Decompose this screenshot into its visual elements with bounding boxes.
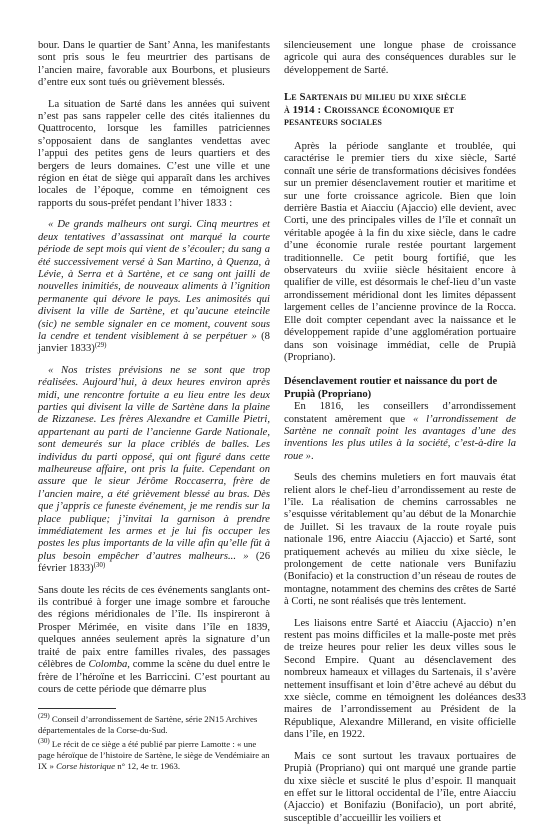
paragraph-text: , comme la scène du duel entre le frère de l’héroïne et les Barriccini. C’est pourtant au cours de cette période que démarre plus [38,659,270,695]
section-title-line: Le Sartenais du milieu du xixe siècle [284,91,467,104]
left-column [38,40,270,774]
paragraph: silencieusement une longue phase de croissance agricole qui aura des conséquences durables sur le développement de Sarté. [284,40,516,76]
subsection-title-line: Désenclavement routier et naissance du port de [284,376,498,388]
paragraph [38,585,270,697]
quote [38,365,270,576]
footnote-divider [38,708,116,709]
footnote [38,714,270,736]
paragraph: Mais ce sont surtout les travaux portuaires de Prupià (Propriano) qui ont marqué une grande partie du xixe siècle et suscité le plus d’espoir. Il manquait en effet sur le littoral occidental de l’île, entre Aiacciu (Ajaccio) et Bonifaziu (Bonifacio), un port abrité, susceptible d’accueillir les voiliers et [284,750,516,824]
paragraph: bour. Dans le quartier de Sant’ Anna, les manifestants sont pris sous le feu meurtrier des partisans de l’ancien maire, favorable aux Bourbons, et plusieurs d’entre eux sont tués ou grièvement blessés. [38,40,270,89]
footnote-marker: (30) [93,561,106,570]
paragraph-text: Sans doute les récits de ces événements sanglants ont-ils contribué à forger une image sombre et farouche des régions méridionales de l’île. Ils inspireront à Prosper Mérimée, en visite dans l’île en 1839, quelques années seulement après la signature d’un traité de paix entre familles rivales, des passages célèbres de [38,584,270,671]
quote-date: (26 février 1833) [38,550,270,575]
page-number: 33 [515,692,526,703]
paragraph: Après la période sanglante et troublée, qui caractérise le premier tiers du xixe siècle, Sarté connaît une série de transformations décisives fondées sur un premier désenclavement routier et maritime et sur une forte croissance agricole. Bien que loin derrière Bastia et Aiacciu (Ajaccio) elle devient, avec Corti, une des principales villes de l’île et connaît un véritable apogée à la fin du xixe siècle, dans le cadre d’une économie rurale restée pourtant largement traditionnelle. Ce petit bourg fortifié, que les observateurs du xviiie siècle hésitaient encore à qualifier de ville, est désormais le chef-lieu d’un vaste arrondissement méridional dont les limites dépassent largement celles de l’ancienne province de la Rocca. Elle doit compter cependant avec la naissance et le développement rapide d’une agglomération portuaire dans son voisinage immédiat, celle de Prupià (Propriano). [284,141,516,363]
book-title: Colomba [88,659,128,671]
paragraph: Seuls des chemins muletiers en fort mauvais état relient alors le chef-lieu d’arrondissement au reste de l’île. La réalisation de chemins carrossables ne s’esquisse véritablement qu’au début de la Monarchie de Juillet. Si les travaux de la route royale puis nationale 196, entre Aiacciu (Ajaccio) et Sarté, sont pratiquement achevés au milieu du xixe siècle, le prolongement de cette nationale vers Bunifaziu (Bonifacio) et la construction d’un réseau de routes de montagne, notamment des chemins des crêtes de Sarté à Corti, ne sont réalisés que très lentement. [284,472,516,608]
quote-text: « Nos tristes prévisions ne se sont que trop réalisées. Aujourd’hui, à deux heures environ après midi, une rencontre fortuite a eu lieu entre les deux parties qui divisent la ville de Sartène dans la plaine de Rizzanese. Les frères Alexandre et Camille Pietri, appartenant au parti de l’ancienne Garde Nationale, sont demeurés sur la place criblés de balles. Les individus du parti opposé, qui ont figuré dans cette malheureuse affaire, ont pris la fuite. Cependant on assure que le sieur Jérôme Roccaserra, frère de l’ancien maire, a été grièvement blessé au bras. Dès que j’appris ce funeste événement, je me rendis sur la place publique; j’invitai la garnison à prendre immédiatement les armes et je lui fis occuper les postes les plus importants de la ville afin qu’elle fût à plus besoin empêcher d’autres malheurs... » [38,364,270,562]
section-title-line: pesanteurs sociales [284,116,382,129]
paragraph-text: En 1816, les conseillers d’arrondissement constatent amèrement que [284,401,516,425]
footnote-marker: (30) [38,736,50,745]
paragraph [284,401,516,463]
section-title-line: à 1914 : Croissance économique et [284,103,455,116]
paragraph-text: . [310,450,314,462]
quote-date: (8 janvier 1833) [38,330,270,355]
quote-text: « l’arrondissement de Sartène ne connaît point les avantages d’une des inventions les plus utiles à la société, c’est-à-dire la roue » [284,413,517,462]
footnote-marker: (29) [38,712,50,721]
subsection-title-line: Prupià (Propriano) [284,388,372,400]
paragraph: Les liaisons entre Sarté et Aiacciu (Ajaccio) n’en restent pas moins difficiles et la malle-poste met près de treize heures pour relier les deux villes sous le Second Empire. Quant au désenclavement des nombreux hameaux et villages du Sartenais, il s’avère nettement insuffisant et loin d’être achevé au début du xxe siècle, comme en témoignent les doléances des maires de l’arrondissement au Président de la République, Alexandre Millerand, en visite officielle dans l’île, en 1922. [284,617,516,741]
footnote [38,736,270,771]
right-column [284,40,516,825]
section-title [284,91,516,129]
footnote-text: Conseil d’arrondissement de Sartène, série 2N15 Archives départementales de la Corse-du-Sud. [38,714,258,736]
subsection-title [284,376,516,401]
footnote-text: n° 12, 4e tr. 1963. [115,760,181,771]
paragraph: La situation de Sarté dans les années qui suivent n’est pas sans rappeler celle des cités italiennes du Quattrocento, lorsque les familles patriciennes s’opposaient dans de sanglantes vendettas avec l’appui des petites gens de leurs quartiers et des bergers de leurs domaines. C’est une ville et une région en état de siège qui apparaît dans les archives locales de l’époque, comme en témoignent ces rapports du sous-préfet pendant l’hiver 1833 : [38,98,270,209]
footnote-text: Le récit de ce siège a été publié par pierre Lamotte : « une page héroïque de l’histoire de Sartène, le siège de Vendémiaire an IX » [38,738,270,771]
quote [38,219,270,355]
quote-text: « De grands malheurs ont surgi. Cinq meurtres et deux tentatives d’assassinat ont marqué la courte période de sept mois qui vient de s’écouler; du sang a été successivement versé à San Martino, à Quenza, à Lévie, à Serra et à Sartène, et ce sang ont jailli de nouvelles inimitiés, de nouveaux aliments à l’ignition permanente qui dévore le pays. Les animosités qui divisent la ville de Sartène, et qu’aucune eteincile (sic) ne semble signaler en ce moment, couvent sous la cendre et tendent visiblement à se perpétuer » [38,219,270,342]
journal-title: Corse historique [56,760,115,771]
footnote-marker: (29) [94,341,107,350]
